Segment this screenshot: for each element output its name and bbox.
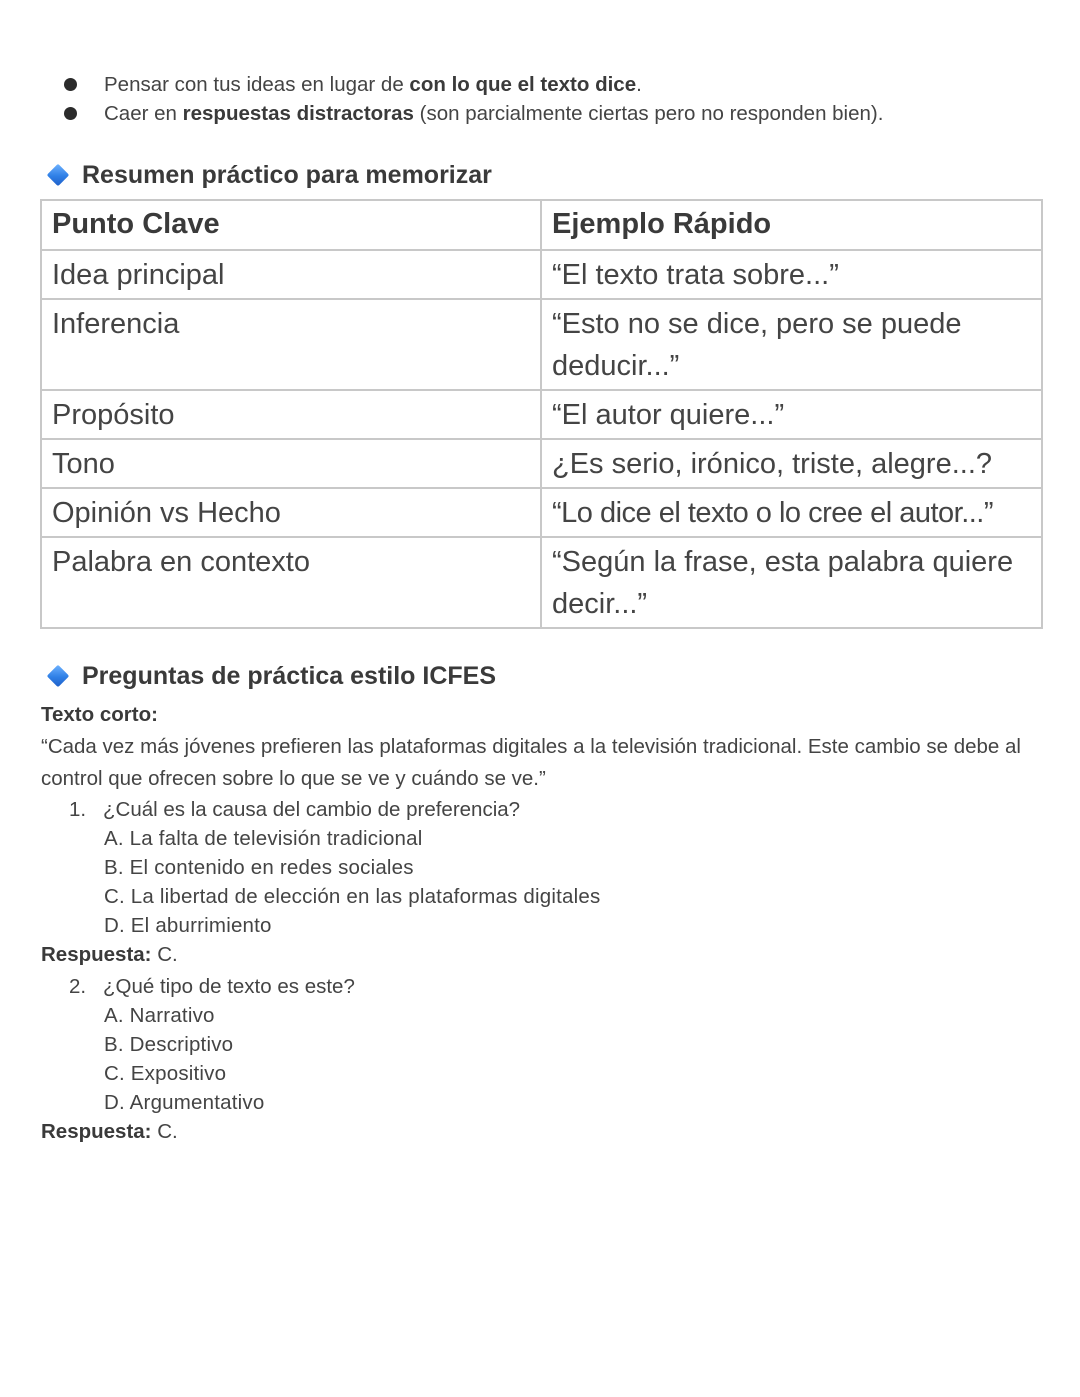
answer-line: Respuesta: C. [41, 943, 178, 966]
summary-heading: Resumen práctico para memorizar [44, 160, 492, 190]
question-2 [41, 972, 1041, 1001]
practice-section [41, 700, 1041, 1146]
table-row [41, 439, 1042, 488]
answer-option: C. La libertad de elección en las plataformas digitales [104, 885, 601, 908]
question-number: 2. [69, 975, 87, 998]
answer-option: D. El aburrimiento [104, 914, 272, 937]
answer-option: D. Argumentativo [104, 1091, 265, 1114]
table-cell-key: Propósito [41, 390, 541, 439]
question-number: 1. [69, 798, 87, 821]
table-cell-key: Palabra en contexto [41, 537, 541, 628]
answer-line: Respuesta: C. [41, 1120, 178, 1143]
answer-option: A. Narrativo [104, 1004, 215, 1027]
large-blue-diamond-icon [44, 161, 72, 189]
table-cell-key: Inferencia [41, 299, 541, 390]
answer-value: C. [151, 943, 178, 966]
table-cell-key: Tono [41, 439, 541, 488]
answer-option: B. Descriptivo [104, 1033, 234, 1056]
bullet-dot-icon [64, 78, 77, 91]
table-cell-example: “Según la frase, esta palabra quiere decir...” [541, 537, 1042, 628]
large-blue-diamond-icon [44, 662, 72, 690]
table-row [41, 537, 1042, 628]
short-text-passage: “Cada vez más jóvenes prefieren las plataformas digitales a la televisión tradicional. Este cambio se debe al control que ofrecen sobre lo que se ve y cuándo se ve.” [41, 735, 1021, 790]
answer-option: A. La falta de televisión tradicional [104, 827, 423, 850]
bullet-item: Pensar con tus ideas en lugar de con lo que el texto dice. [62, 70, 883, 99]
table-cell-example: “El texto trata sobre...” [541, 250, 1042, 299]
table-cell-example: “El autor quiere...” [541, 390, 1042, 439]
answer-option: B. El contenido en redes sociales [104, 856, 414, 879]
short-text-label: Texto corto: [41, 703, 158, 726]
question-1 [41, 795, 1041, 824]
mistakes-bullet-list [62, 70, 883, 128]
question-text: ¿Qué tipo de texto es este? [103, 975, 355, 998]
practice-heading: Preguntas de práctica estilo ICFES [44, 661, 496, 691]
table-row [41, 250, 1042, 299]
bullet-item: Caer en respuestas distractoras (son parcialmente ciertas pero no responden bien). [62, 99, 883, 128]
summary-table [40, 199, 1043, 629]
column-header-quick-example: Ejemplo Rápido [541, 200, 1042, 250]
table-header-row [41, 200, 1042, 250]
table-row [41, 299, 1042, 390]
table-cell-key: Opinión vs Hecho [41, 488, 541, 537]
table-cell-key: Idea principal [41, 250, 541, 299]
answer-value: C. [151, 1120, 178, 1143]
table-row [41, 390, 1042, 439]
bullet-dot-icon [64, 107, 77, 120]
answer-option: C. Expositivo [104, 1062, 227, 1085]
table-cell-example: ¿Es serio, irónico, triste, alegre...? [541, 439, 1042, 488]
table-cell-example: “Lo dice el texto o lo cree el autor...” [541, 488, 1042, 537]
table-cell-example: “Esto no se dice, pero se puede deducir...” [541, 299, 1042, 390]
question-text: ¿Cuál es la causa del cambio de preferencia? [103, 798, 521, 821]
table-row [41, 488, 1042, 537]
column-header-key-point: Punto Clave [41, 200, 541, 250]
